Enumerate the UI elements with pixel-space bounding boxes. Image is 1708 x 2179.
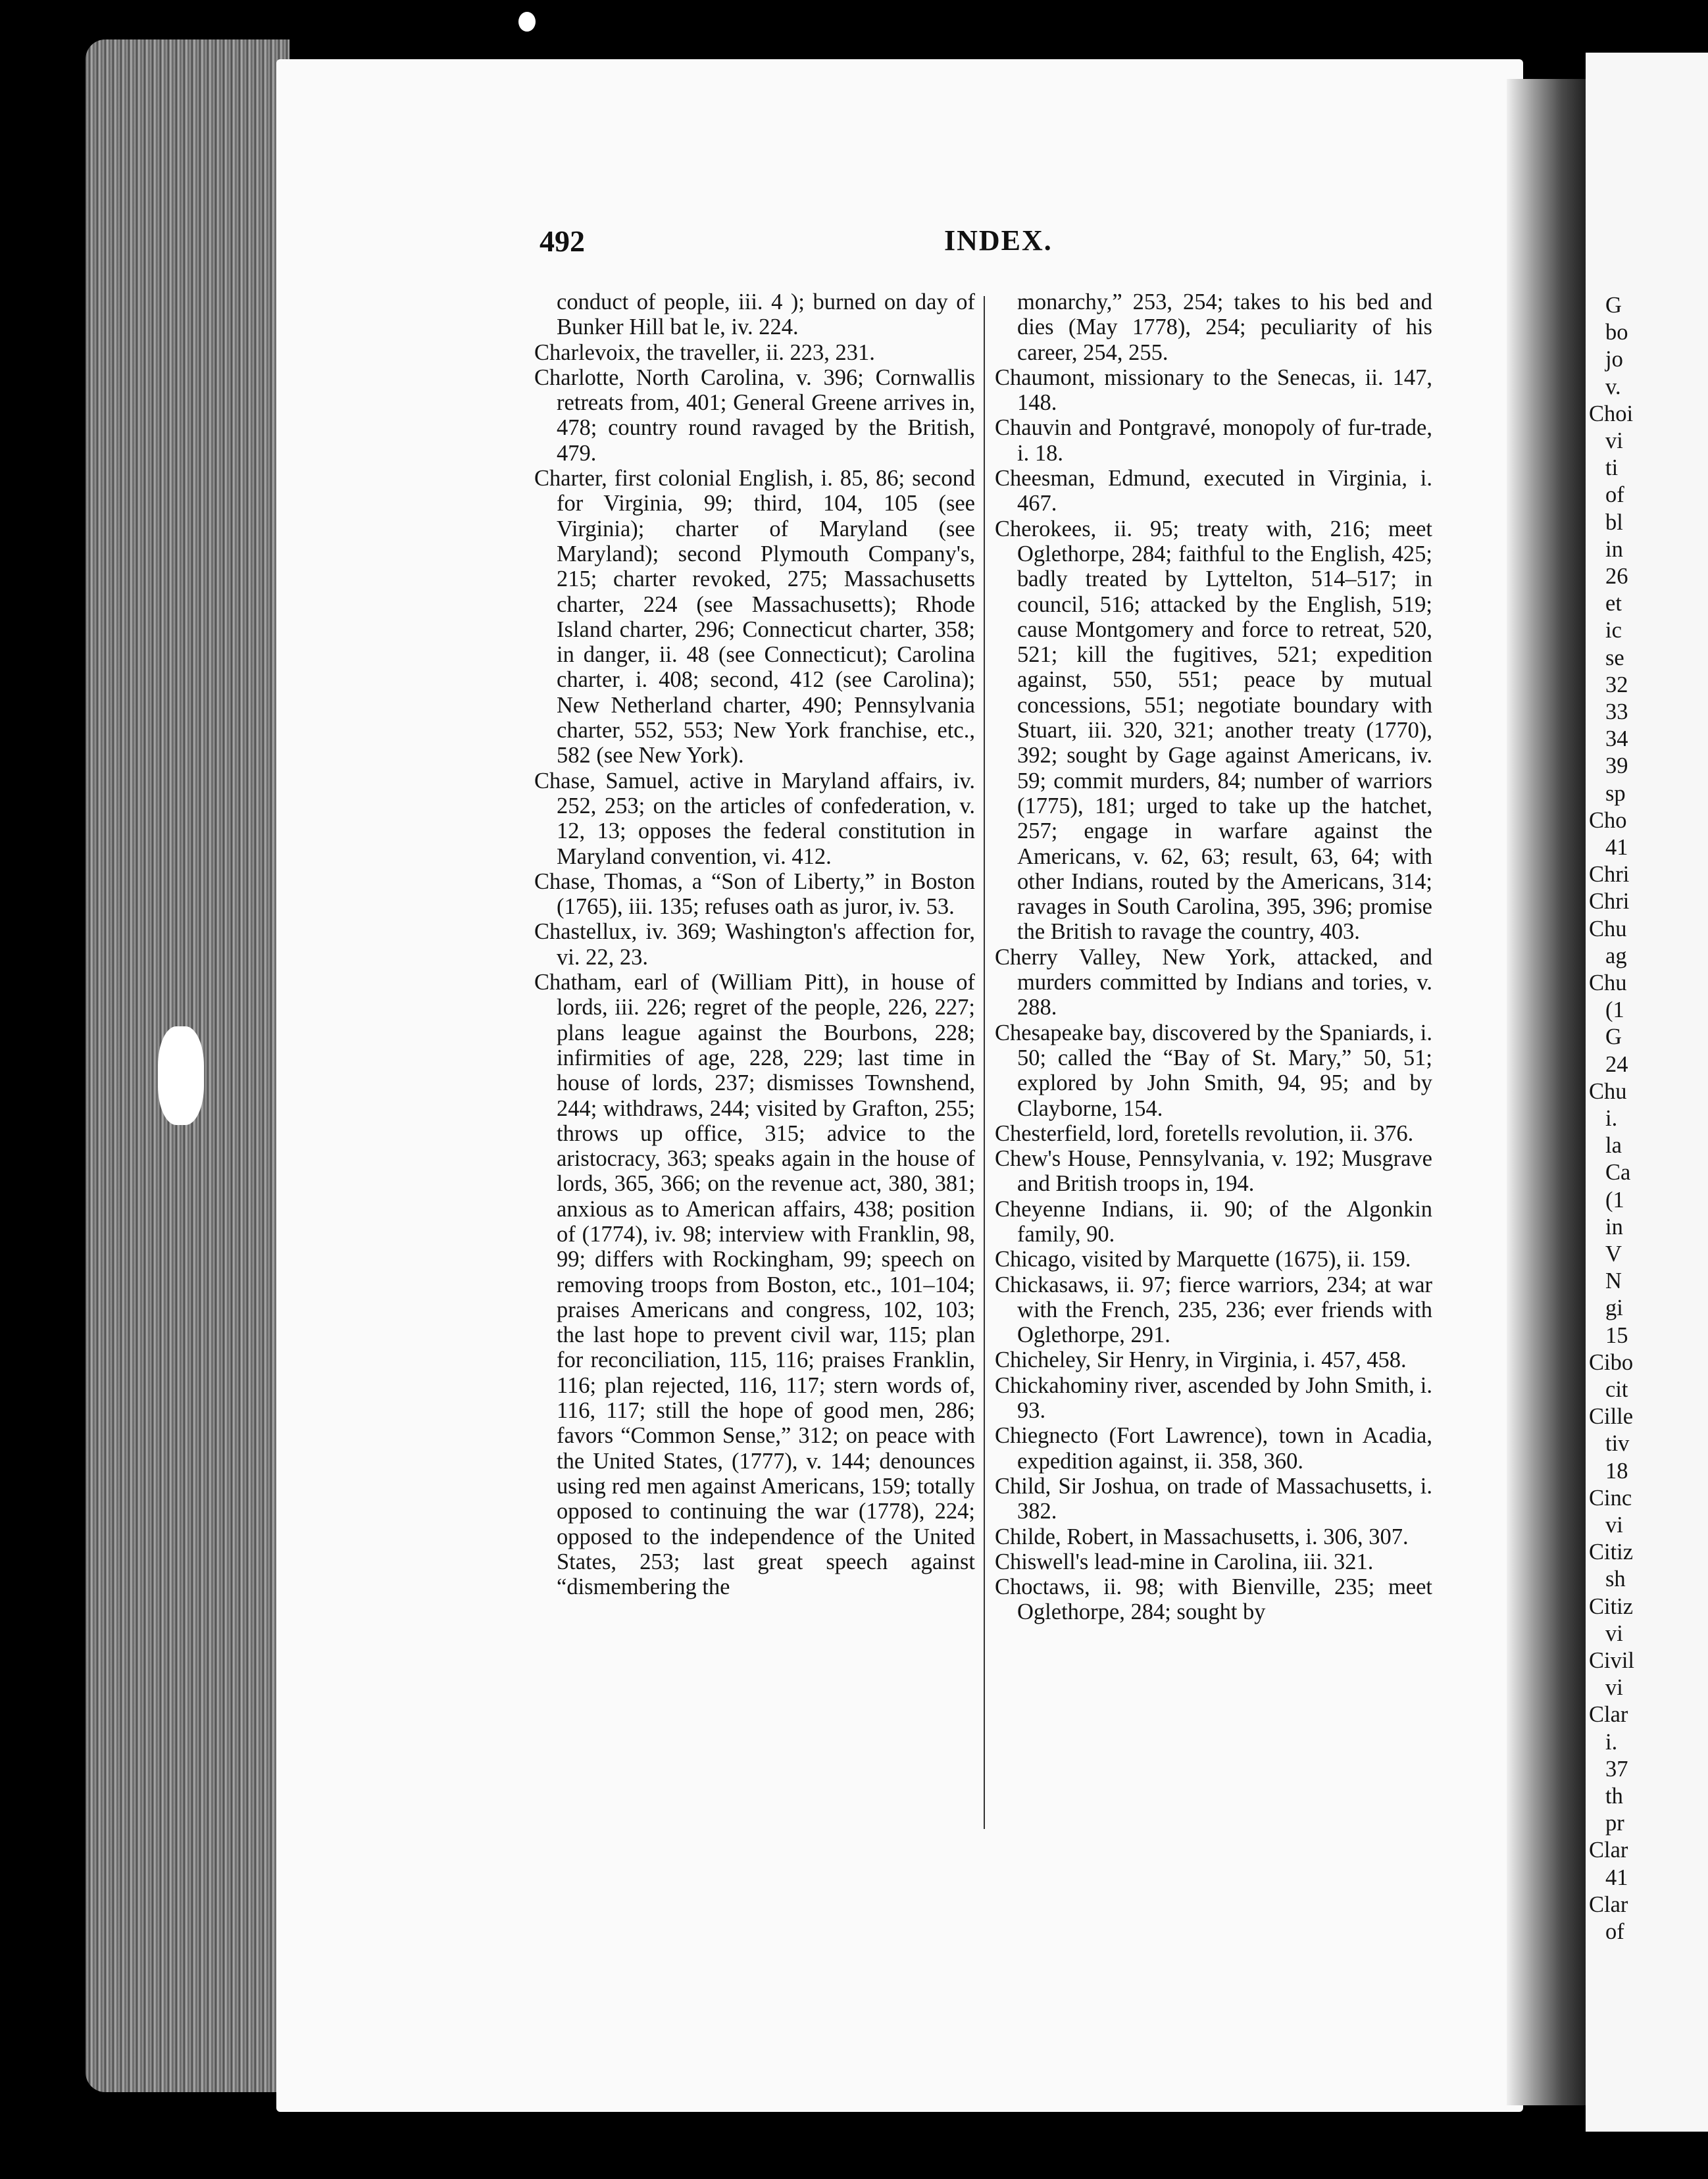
facing-page-fragment: Cille xyxy=(1589,1404,1634,1430)
facing-page-fragment: Citiz xyxy=(1589,1593,1634,1619)
index-entry: Chatham, earl of (William Pitt), in house of lords, iii. 226; regret of the people, 226, 227; plans league against the Bourbons, 228; infirmities of age, 228, 229; last time in house of lords, 237; dismisses Townshend, 244; withdraws, 244; visited by Grafton, 255; throws up office, 315; advice to the aristocracy, 363; speaks again in the house of lords, 365, 366; on the revenue act, 380, 381; anxious as to American affairs, 438; position of (1774), iv. 98; interview with Franklin, 98, 99; differs with Rockingham, 99; speech on removing troops from Boston, etc., 101–104; praises Americans and congress, 102, 103; the last hope to prevent civil war, 115; plan for reconciliation, 115, 116; praises Franklin, 116; plan rejected, 116, 117; stern words of, 116, 117; still the hope of good men, 286; favors “Common Sense,” 312; on peace with the United States, (1777), v. 144; denounces using red men against Americans, 159; totally opposed to continuing the war (1778), 224; opposed to the independence of the United States, 253; last great speech against “dismembering the xyxy=(534,970,975,1600)
index-entry: Chaumont, missionary to the Senecas, ii. 147, 148. xyxy=(995,364,1432,416)
facing-page-fragment: Clar xyxy=(1589,1702,1628,1728)
facing-page-fragment: sp xyxy=(1605,780,1626,806)
index-entry: Charlevoix, the traveller, ii. 223, 231. xyxy=(534,339,875,365)
index-entry: Cherry Valley, New York, attacked, and murders committed by Indians and tories, v. 288. xyxy=(995,944,1432,1020)
facing-page-fragment: v. xyxy=(1605,374,1621,399)
facing-page-fragment: of xyxy=(1605,482,1624,508)
facing-page-fragment: th xyxy=(1605,1784,1623,1809)
facing-page-fragment: 41 xyxy=(1605,1865,1628,1890)
index-entry: Chicago, visited by Marquette (1675), ii. 159. xyxy=(995,1247,1411,1272)
facing-page-fragment: sh xyxy=(1605,1566,1626,1592)
index-entry: Chauvin and Pontgravé, monopoly of fur-trade, i. 18. xyxy=(995,415,1432,466)
facing-page-fragment: ic xyxy=(1605,618,1622,643)
index-entry: Childe, Robert, in Massachusetts, i. 306, 307. xyxy=(995,1524,1409,1549)
facing-page-fragment: ti xyxy=(1605,455,1619,481)
facing-page-fragment: in xyxy=(1605,536,1623,562)
index-entry: monarchy,” 253, 254; takes to his bed and dies (May 1778), 254; peculiarity of his career, 254, 255. xyxy=(1017,289,1432,365)
facing-page-fragment: Civil xyxy=(1589,1648,1635,1673)
facing-page-fragment: se xyxy=(1605,645,1624,670)
index-entry: conduct of people, iii. 4 ); burned on day of Bunker Hill bat le, iv. 224. xyxy=(557,289,975,340)
index-column-right xyxy=(995,289,1432,1625)
facing-page-fragment: et xyxy=(1605,591,1622,616)
facing-page-fragment: in xyxy=(1605,1214,1623,1240)
facing-page-fragment: 18 xyxy=(1605,1458,1628,1484)
facing-page-fragment: G xyxy=(1605,293,1622,318)
index-entry: Chase, Thomas, a “Son of Liberty,” in Boston (1765), iii. 135; refuses oath as juror, iv. 53. xyxy=(534,868,975,920)
index-entry: Choctaws, ii. 98; with Bienville, 235; meet Oglethorpe, 284; sought by xyxy=(995,1574,1432,1625)
facing-page-fragment: i. xyxy=(1605,1106,1618,1131)
page-number: 492 xyxy=(540,224,585,258)
column-divider xyxy=(984,296,985,1829)
facing-page-edge xyxy=(1586,53,1708,2132)
facing-page-fragment: Cho xyxy=(1589,807,1627,833)
facing-page-fragment: 15 xyxy=(1605,1322,1628,1348)
index-entry: Cheyenne Indians, ii. 90; of the Algonkin family, 90. xyxy=(995,1196,1432,1247)
facing-page-fragment: Cinc xyxy=(1589,1485,1632,1511)
facing-page-fragment: 24 xyxy=(1605,1051,1628,1077)
paper-tear xyxy=(158,1026,204,1125)
paper-speck xyxy=(518,12,536,32)
facing-page-fragment: i. xyxy=(1605,1729,1618,1755)
facing-page-fragment: cit xyxy=(1605,1377,1628,1402)
facing-page-fragment: ag xyxy=(1605,943,1627,968)
facing-page-fragment: Citiz xyxy=(1589,1540,1634,1565)
facing-page-fragment: (1 xyxy=(1605,1187,1624,1213)
facing-page-fragment: Chu xyxy=(1589,916,1627,941)
facing-page-fragment: of xyxy=(1605,1919,1624,1944)
facing-page-fragment: la xyxy=(1605,1133,1622,1159)
index-entry: Chickasaws, ii. 97; fierce warriors, 234; at war with the French, 235, 236; ever friends with Oglethorpe, 291. xyxy=(995,1272,1432,1348)
index-entry: Chesapeake bay, discovered by the Spaniards, i. 50; called the “Bay of St. Mary,” 50, 51; explored by John Smith, 94, 95; and by Clayborne, 154. xyxy=(995,1020,1432,1121)
facing-page-fragment: vi xyxy=(1605,1513,1623,1538)
facing-page-fragment: Cibo xyxy=(1589,1349,1634,1375)
facing-page-fragment: Choi xyxy=(1589,401,1634,426)
facing-page-fragment: vi xyxy=(1605,1620,1623,1646)
facing-page-fragment: vi xyxy=(1605,1675,1623,1701)
facing-page-fragment: 41 xyxy=(1605,835,1628,860)
facing-page-fragment: 26 xyxy=(1605,564,1628,589)
facing-page-fragment: (1 xyxy=(1605,997,1624,1023)
facing-page-fragment: vi xyxy=(1605,428,1623,453)
facing-page-fragment: 37 xyxy=(1605,1756,1628,1782)
facing-page-fragment: 34 xyxy=(1605,726,1628,752)
index-entry: Child, Sir Joshua, on trade of Massachusetts, i. 382. xyxy=(995,1473,1432,1524)
facing-page-fragment: jo xyxy=(1605,347,1623,372)
index-entry: Chiegnecto (Fort Lawrence), town in Acadia, expedition against, ii. 358, 360. xyxy=(995,1423,1432,1474)
facing-page-fragment: bl xyxy=(1605,509,1623,535)
facing-page-fragment: pr xyxy=(1605,1811,1624,1836)
index-entry: Charter, first colonial English, i. 85, 86; second for Virginia, 99; third, 104, 105 (see Virginia); charter of Maryland (see Maryland); second Plymouth Company's, 215; charter revoked, 275; Massachusetts charter, 224 (see Massachusetts); Rhode Island charter, 296; Connecticut charter, 358; in danger, ii. 48 (see Connecticut); Carolina charter, i. 408; second, 412 (see Carolina); New Netherland charter, 490; Pennsylvania charter, 552, 553; New York franchise, etc., 582 (see New York). xyxy=(534,466,975,768)
index-entry: Cherokees, ii. 95; treaty with, 216; meet Oglethorpe, 284; faithful to the English, 425; badly treated by Lyttelton, 514–517; in council, 516; attacked by the English, 519; cause Montgomery and force to retreat, 520, 521; kill the fugitives, 521; expedition against, 550, 551; peace by mutual concessions, 551; negotiate boundary with Stuart, iii. 320, 321; another treaty (1770), 392; sought by Gage against Americans, iv. 59; commit murders, 84; number of warriors (1775), 181; urged to take up the hatchet, 257; engage in warfare against the Americans, v. 62, 63; result, 63, 64; with other Indians, routed by the Americans, 314; ravages in South Carolina, 395, 396; promise the British to ravage the country, 403. xyxy=(995,516,1432,945)
index-column-left xyxy=(534,289,975,1599)
running-head: INDEX. xyxy=(944,224,1053,257)
facing-page-fragment: Chu xyxy=(1589,970,1627,995)
facing-page-fragment: 32 xyxy=(1605,672,1628,697)
facing-page-fragment: N xyxy=(1605,1268,1622,1294)
facing-page-fragment: 39 xyxy=(1605,753,1628,779)
facing-page-fragment: Ca xyxy=(1605,1160,1631,1186)
facing-page-fragment: G xyxy=(1605,1024,1622,1050)
facing-page-fragment: tiv xyxy=(1605,1431,1630,1457)
facing-page-fragment: Chri xyxy=(1589,862,1630,888)
index-entry: Chesterfield, lord, foretells revolution, ii. 376. xyxy=(995,1120,1414,1146)
facing-page-fragment: Chu xyxy=(1589,1078,1627,1104)
index-entry: Chew's House, Pennsylvania, v. 192; Musgrave and British troops in, 194. xyxy=(995,1146,1432,1197)
index-entry: Charlotte, North Carolina, v. 396; Cornwallis retreats from, 401; General Greene arrives in, 478; country round ravaged by the British, 479. xyxy=(534,364,975,466)
index-entry: Chickahominy river, ascended by John Smith, i. 93. xyxy=(995,1372,1432,1424)
index-entry: Cheesman, Edmund, executed in Virginia, i. 467. xyxy=(995,466,1432,516)
facing-page-fragment: Clar xyxy=(1589,1891,1628,1917)
index-entry: Chastellux, iv. 369; Washington's affection for, vi. 22, 23. xyxy=(534,919,975,970)
facing-page-fragment: gi xyxy=(1605,1295,1623,1321)
facing-page-fragment: bo xyxy=(1605,320,1628,345)
index-entry: Chase, Samuel, active in Maryland affairs, iv. 252, 253; on the articles of confederation, v. 12, 13; opposes the federal constitution in Maryland convention, vi. 412. xyxy=(534,768,975,869)
page-header xyxy=(540,224,1329,270)
facing-page-fragment: Chri xyxy=(1589,889,1630,914)
facing-page-fragment: V xyxy=(1605,1241,1622,1266)
book-gutter xyxy=(1507,79,1586,2105)
facing-page-fragment: Clar xyxy=(1589,1838,1628,1863)
index-entry: Chiswell's lead-mine in Carolina, iii. 321. xyxy=(995,1549,1374,1574)
facing-page-fragment: 33 xyxy=(1605,699,1628,724)
index-entry: Chicheley, Sir Henry, in Virginia, i. 457, 458. xyxy=(995,1347,1407,1373)
